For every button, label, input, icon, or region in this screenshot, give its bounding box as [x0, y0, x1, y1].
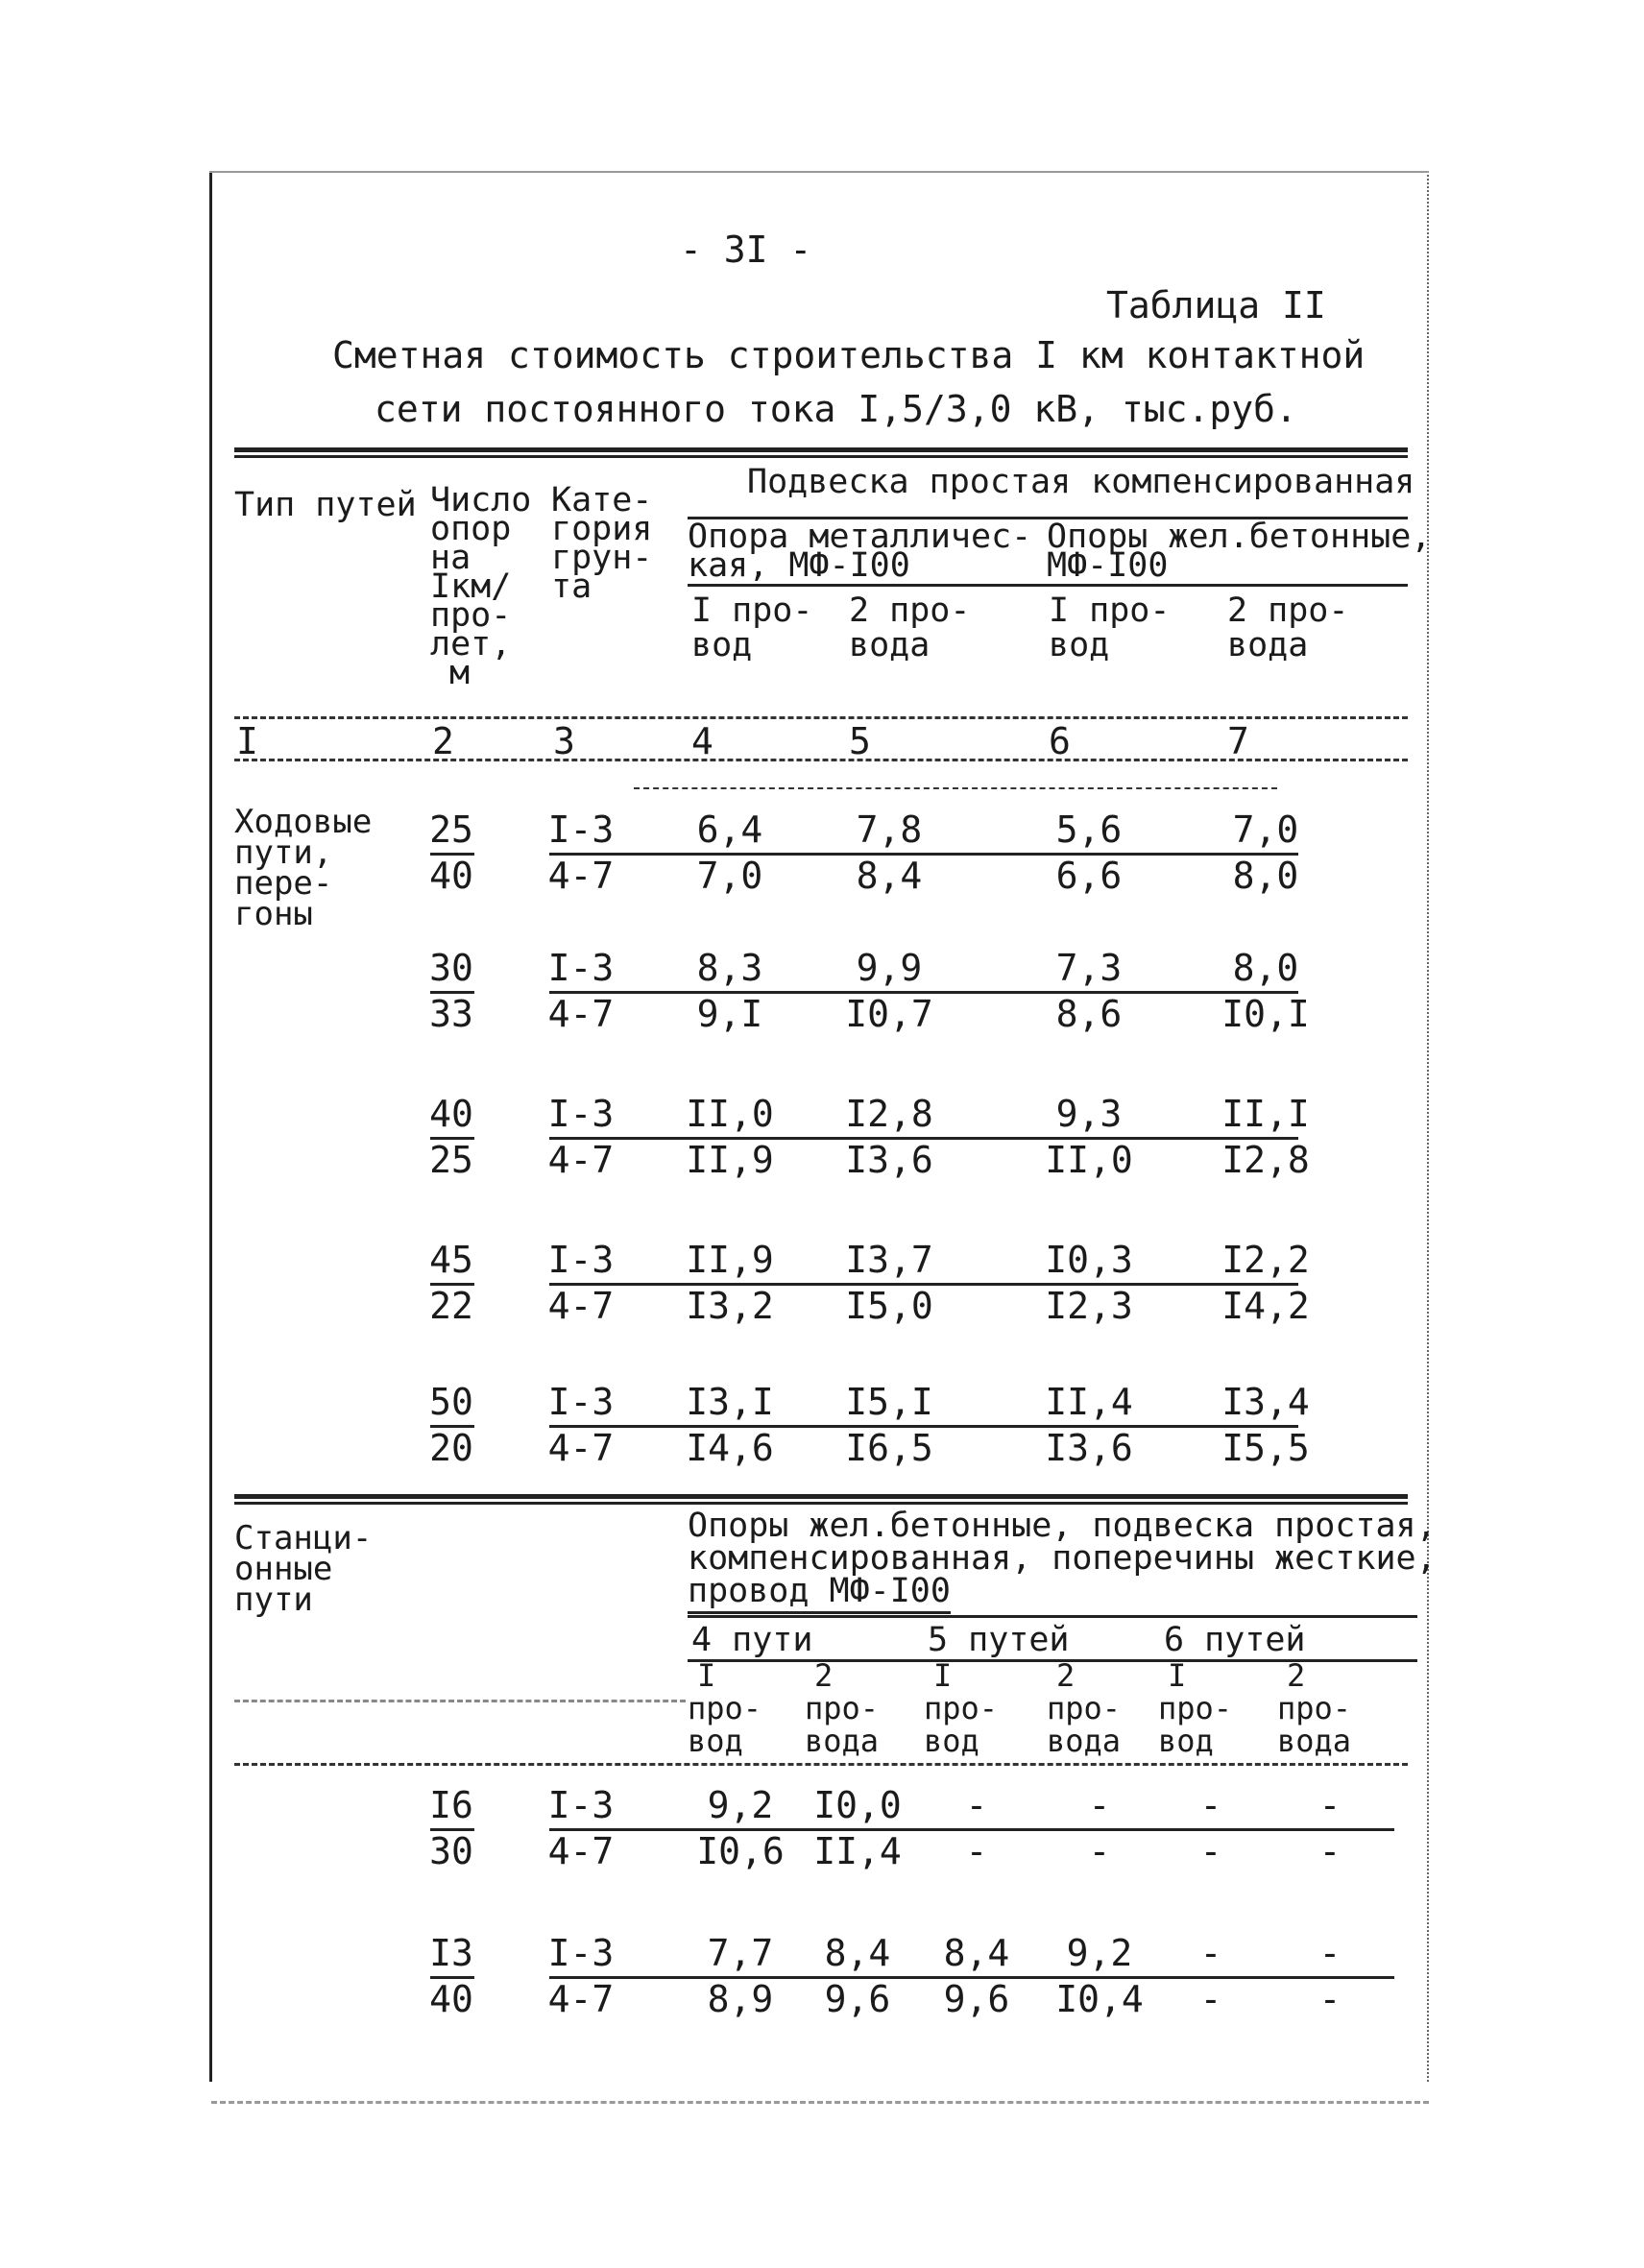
section-2-subhead	[1158, 1659, 1232, 1757]
header-metal-line-2: кая, МФ-I00	[688, 546, 910, 585]
section-2-head-rule-bottom	[234, 1763, 1408, 1766]
section-2-head-rule-top	[234, 1700, 686, 1702]
cell-c6-bottom: I3,6	[1045, 1427, 1133, 1469]
cell-c6-top: 5,6	[1055, 808, 1123, 851]
section-2-group: 5 путей	[928, 1621, 1070, 1659]
cell-c4-bottom: II,9	[686, 1139, 774, 1181]
section-1-label-line: Ходовые	[234, 803, 373, 841]
section-2-subhead-line: вод	[688, 1723, 743, 1759]
header-col-7-line: вода	[1227, 626, 1309, 664]
header-col-5-line: вода	[849, 626, 931, 664]
page-number: - 3I -	[680, 229, 812, 271]
cell-supports-bottom: 33	[429, 993, 473, 1035]
header-category-line: Кате-	[551, 481, 653, 519]
cell-category-bottom: 4-7	[547, 855, 615, 897]
section-2-label-line: Станци-	[234, 1519, 373, 1557]
cell-c7-bottom: I2,8	[1221, 1139, 1310, 1181]
fraction-line-values	[549, 1137, 1298, 1140]
cell-value-bottom: 8,9	[707, 1978, 774, 2020]
cell-category-top: I-3	[547, 1381, 615, 1423]
table-top-rule	[234, 447, 1408, 452]
page-frame-top	[209, 171, 1429, 173]
header-concrete-line-1: Опоры жел.бетонные,	[1047, 518, 1432, 556]
cell-category-bottom: 4-7	[547, 1427, 615, 1469]
section-divider-2	[234, 1502, 1408, 1505]
section-2-subhead-line: I	[933, 1657, 953, 1694]
cell-value-top: -	[1199, 1784, 1222, 1826]
fraction-line-supports	[430, 1425, 474, 1428]
fraction-line-values	[549, 1283, 1298, 1286]
cell-c7-top: I3,4	[1221, 1381, 1310, 1423]
cell-value-bottom: II,4	[813, 1830, 902, 1872]
section-2-subhead-line: 2	[1056, 1657, 1076, 1694]
column-number: 2	[432, 720, 454, 762]
header-supports-line: Число	[430, 481, 532, 519]
fraction-line-values	[549, 1828, 1394, 1831]
header-col-6-line: вод	[1049, 626, 1110, 664]
header-category-line: гория	[551, 510, 653, 548]
cell-value-top: 8,4	[943, 1932, 1010, 1974]
cell-c5-bottom: I0,7	[845, 993, 933, 1035]
section-2-subhead-line: вода	[1277, 1723, 1352, 1759]
section-2-desc-line: компенсированная, поперечины жесткие,	[688, 1539, 1437, 1578]
column-number: 3	[553, 720, 575, 762]
section-divider	[234, 1494, 1408, 1499]
header-metal-line-1: Опора металличес-	[688, 518, 1032, 556]
section-2-subhead-line: про-	[1047, 1690, 1122, 1726]
cell-value-bottom: 9,6	[943, 1978, 1010, 2020]
cell-c6-top: II,4	[1045, 1381, 1133, 1423]
page-frame-bottom	[211, 2101, 1429, 2104]
cell-value-top: -	[1318, 1932, 1342, 1974]
cell-c4-top: I3,I	[686, 1381, 774, 1423]
cell-c7-top: 8,0	[1232, 947, 1299, 989]
fraction-line-supports	[430, 1828, 474, 1831]
cell-c5-bottom: 8,4	[856, 855, 923, 897]
section-2-subhead-line: про-	[924, 1690, 999, 1726]
header-col-5-line: 2 про-	[849, 591, 971, 630]
header-col-4-line: вод	[691, 626, 753, 664]
fraction-line-values	[549, 991, 1298, 994]
cell-c5-bottom: I6,5	[845, 1427, 933, 1469]
colnum-rule-extra	[634, 787, 1277, 789]
section-2-desc-line	[688, 1572, 1437, 1610]
fraction-line-supports	[430, 853, 474, 856]
fraction-line-values	[549, 853, 1298, 856]
section-2-subhead	[1277, 1659, 1351, 1757]
cell-c6-bottom: 6,6	[1055, 855, 1123, 897]
cell-c4-bottom: 9,I	[696, 993, 763, 1035]
column-number: 5	[849, 720, 871, 762]
header-col-5	[849, 593, 970, 663]
cell-c5-top: I2,8	[845, 1093, 933, 1135]
header-supports-line: лет,	[430, 625, 512, 664]
section-1-label-line: пере-	[234, 864, 333, 903]
cell-category-top: I-3	[547, 1093, 615, 1135]
header-col-6-line: I про-	[1049, 591, 1171, 630]
header-concrete-support	[1047, 518, 1432, 585]
section-2-subhead-line: 2	[814, 1657, 834, 1694]
colnum-rule-bottom	[234, 759, 1408, 761]
cell-value-top: -	[1088, 1784, 1111, 1826]
section-2-subhead	[924, 1659, 998, 1757]
cell-supports-top: 40	[429, 1093, 473, 1135]
section-2-subhead-line: I	[1168, 1657, 1187, 1694]
cell-supports-top: 25	[429, 808, 473, 851]
cell-c7-bottom: I5,5	[1221, 1427, 1310, 1469]
header-category-line: та	[551, 567, 592, 606]
header-supports-line: опор	[430, 510, 512, 548]
section-2-group: 4 пути	[691, 1621, 813, 1659]
header-category-line: грун-	[551, 539, 653, 577]
cell-value-top: -	[1199, 1932, 1222, 1974]
cell-c6-top: 7,3	[1055, 947, 1123, 989]
cell-c4-top: 8,3	[696, 947, 763, 989]
cell-c4-top: 6,4	[696, 808, 763, 851]
section-2-subhead-line: вод	[1158, 1723, 1214, 1759]
cell-c5-top: I5,I	[845, 1381, 933, 1423]
section-2-label-line: онные	[234, 1550, 333, 1588]
cell-supports-top: 30	[429, 947, 473, 989]
table-top-rule-2	[234, 455, 1408, 458]
section-2-subhead-line: про-	[688, 1690, 762, 1726]
header-col-7-line: 2 про-	[1227, 591, 1349, 630]
cell-value-top: 7,7	[707, 1932, 774, 1974]
header-metal-support	[688, 518, 1032, 585]
fraction-line-supports	[430, 1137, 474, 1140]
header-suspension-group: Подвеска простая компенсированная	[747, 463, 1415, 501]
cell-c4-top: II,0	[686, 1093, 774, 1135]
section-1-label-line: пути,	[234, 833, 333, 872]
section-2-subhead-line: вода	[1047, 1723, 1122, 1759]
section-2-subhead	[805, 1659, 879, 1757]
cell-category-top: I-3	[547, 1932, 615, 1974]
cell-value-bottom: -	[1199, 1978, 1222, 2020]
cell-category-bottom: 4-7	[547, 1830, 615, 1872]
cell-supports-bottom: 25	[429, 1139, 473, 1181]
cell-value-bottom: I0,6	[696, 1830, 785, 1872]
cell-c4-bottom: 7,0	[696, 855, 763, 897]
section-2-subhead-line: I	[697, 1657, 716, 1694]
section-2-subhead-line: про-	[805, 1690, 880, 1726]
header-supports-line: м	[449, 654, 471, 692]
section-2-subhead	[688, 1659, 762, 1757]
section-2-desc-line: Опоры жел.бетонные, подвеска простая,	[688, 1507, 1437, 1545]
cell-value-top: -	[1318, 1784, 1342, 1826]
cell-value-bottom: 9,6	[824, 1978, 891, 2020]
section-2-subhead-line: 2	[1287, 1657, 1306, 1694]
page-frame-left	[209, 171, 212, 2082]
cell-category-bottom: 4-7	[547, 1139, 615, 1181]
cell-c6-bottom: II,0	[1045, 1139, 1133, 1181]
header-col-4-line: I про-	[691, 591, 813, 630]
cell-category-bottom: 4-7	[547, 1285, 615, 1327]
section-2-subhead-line: вода	[805, 1723, 880, 1759]
cell-c6-bottom: I2,3	[1045, 1285, 1133, 1327]
cell-supports-top: 50	[429, 1381, 473, 1423]
header-col-4	[691, 593, 812, 663]
cell-value-bottom: -	[1088, 1830, 1111, 1872]
cell-category-top: I-3	[547, 947, 615, 989]
section-2-desc-rule	[688, 1615, 1417, 1618]
cell-c4-top: II,9	[686, 1239, 774, 1281]
section-2-subhead-line: про-	[1158, 1690, 1233, 1726]
colnum-rule-top	[234, 716, 1408, 719]
cell-value-bottom: -	[1318, 1978, 1342, 2020]
cell-c5-top: I3,7	[845, 1239, 933, 1281]
header-supports-line: про-	[430, 596, 512, 635]
section-2-label-line: пути	[234, 1580, 313, 1619]
cell-value-bottom: -	[965, 1830, 988, 1872]
cell-supports-bottom: 30	[429, 1830, 473, 1872]
cell-c7-bottom: I4,2	[1221, 1285, 1310, 1327]
cell-supports-bottom: 40	[429, 1978, 473, 2020]
header-col-6	[1049, 593, 1170, 663]
cell-c6-top: I0,3	[1045, 1239, 1133, 1281]
cell-value-bottom: I0,4	[1055, 1978, 1144, 2020]
cell-supports-bottom: 40	[429, 855, 473, 897]
section-2-subhead-line: вод	[924, 1723, 979, 1759]
fraction-line-supports	[430, 1283, 474, 1286]
column-number: I	[236, 720, 258, 762]
cell-category-top: I-3	[547, 1239, 615, 1281]
header-category	[551, 481, 653, 606]
page-frame-right	[1427, 171, 1429, 2082]
header-supports	[430, 481, 532, 692]
cell-c5-bottom: I3,6	[845, 1139, 933, 1181]
cell-supports-top: I6	[429, 1784, 473, 1826]
fraction-line-supports	[430, 991, 474, 994]
cell-c7-top: I2,2	[1221, 1239, 1310, 1281]
table-label: Таблица II	[1106, 284, 1326, 326]
section-1-label-line: гоны	[234, 895, 313, 933]
cell-c7-bottom: 8,0	[1232, 855, 1299, 897]
cell-supports-top: 45	[429, 1239, 473, 1281]
section-2-group: 6 путей	[1164, 1621, 1306, 1659]
header-supports-line: Iкм/	[430, 567, 512, 606]
table-title-line-2: сети постоянного тока I,5/3,0 кВ, тыс.руб.	[375, 388, 1297, 430]
section-1-label	[234, 803, 373, 933]
header-concrete-line-2: МФ-I00	[1047, 546, 1169, 585]
column-number: 6	[1049, 720, 1071, 762]
section-2-subhead-line: про-	[1277, 1690, 1352, 1726]
column-number: 4	[691, 720, 713, 762]
cell-supports-top: I3	[429, 1932, 473, 1974]
cell-category-bottom: 4-7	[547, 1978, 615, 2020]
cell-c7-top: II,I	[1221, 1093, 1310, 1135]
cell-c5-bottom: I5,0	[845, 1285, 933, 1327]
cell-value-top: I0,0	[813, 1784, 902, 1826]
cell-category-bottom: 4-7	[547, 993, 615, 1035]
cell-supports-bottom: 22	[429, 1285, 473, 1327]
cell-category-top: I-3	[547, 1784, 615, 1826]
header-col-7	[1227, 593, 1348, 663]
cell-value-top: 9,2	[1066, 1932, 1133, 1974]
fraction-line-values	[549, 1425, 1298, 1428]
cell-c5-top: 7,8	[856, 808, 923, 851]
table-title-line-1: Сметная стоимость строительства I км контактной	[332, 334, 1366, 376]
cell-c4-bottom: I3,2	[686, 1285, 774, 1327]
section-2-label	[234, 1519, 373, 1619]
section-2-desc-wire: провод МФ-I00	[688, 1572, 951, 1614]
header-supports-line: на	[430, 539, 471, 577]
column-number: 7	[1227, 720, 1249, 762]
header-track-type: Тип путей	[234, 486, 417, 524]
cell-c5-top: 9,9	[856, 947, 923, 989]
fraction-line-values	[549, 1976, 1394, 1979]
cell-c6-bottom: 8,6	[1055, 993, 1123, 1035]
cell-c7-top: 7,0	[1232, 808, 1299, 851]
cell-value-top: -	[965, 1784, 988, 1826]
cell-category-top: I-3	[547, 808, 615, 851]
cell-supports-bottom: 20	[429, 1427, 473, 1469]
header-support-rule	[688, 584, 1408, 587]
cell-value-bottom: -	[1199, 1830, 1222, 1872]
cell-value-top: 9,2	[707, 1784, 774, 1826]
fraction-line-supports	[430, 1976, 474, 1979]
cell-value-top: 8,4	[824, 1932, 891, 1974]
cell-c4-bottom: I4,6	[686, 1427, 774, 1469]
cell-value-bottom: -	[1318, 1830, 1342, 1872]
section-2-description	[688, 1507, 1437, 1610]
section-2-subhead	[1047, 1659, 1121, 1757]
cell-c6-top: 9,3	[1055, 1093, 1123, 1135]
cell-c7-bottom: I0,I	[1221, 993, 1310, 1035]
